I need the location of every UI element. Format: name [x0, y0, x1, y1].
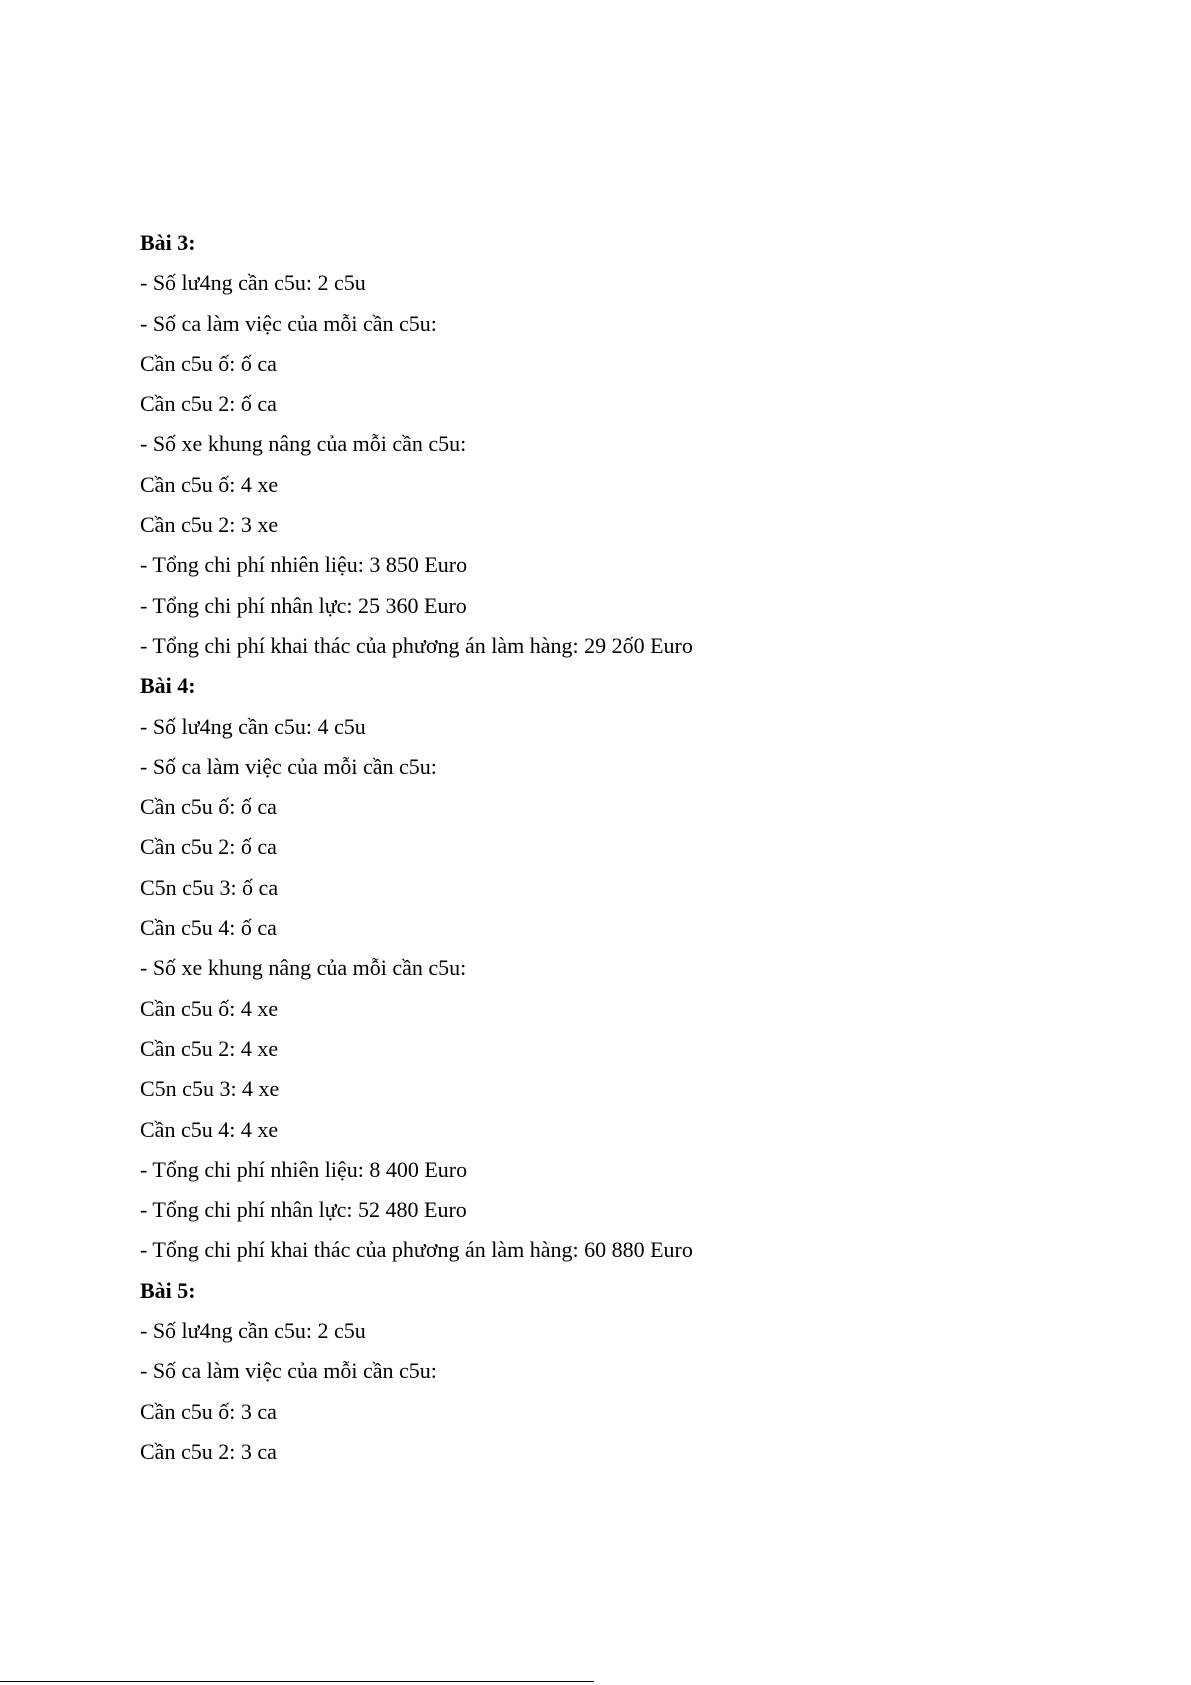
text-line: - Tổng chi phí nhân lực: 52 480 Euro	[140, 1197, 467, 1223]
text-line: - Số xe khung nâng của mỗi cần c5u:	[140, 955, 467, 981]
text-line: Cần c5u 2: 3 ca	[140, 1438, 277, 1464]
text-line: C5n c5u 3: ố ca	[140, 874, 279, 900]
section-heading-bai-3: Bài 3:	[140, 230, 196, 255]
text-line: C5n c5u 3: 4 xe	[140, 1076, 280, 1102]
text-line: - Tổng chi phí khai thác của phương án làm hàng: 60 880 Euro	[140, 1237, 693, 1263]
text-line: Cần c5u ố: ố ca	[140, 794, 277, 820]
text-line: - Tổng chi phí nhân lực: 25 360 Euro	[140, 592, 467, 618]
text-line: - Số xe khung nâng của mỗi cần c5u:	[140, 431, 467, 457]
text-line: Cần c5u 2: 3 xe	[140, 512, 279, 538]
text-line: Cần c5u 2: ố ca	[140, 391, 277, 417]
text-line: Cần c5u 2: ố ca	[140, 834, 277, 860]
text-line: - Tổng chi phí khai thác của phương án làm hàng: 29 2ố0 Euro	[140, 632, 693, 658]
text-line: Cần c5u 4: 4 xe	[140, 1116, 279, 1142]
text-line: Cần c5u ố: 4 xe	[140, 471, 279, 497]
text-line: - Số ca làm việc của mỗi cần c5u:	[140, 1358, 437, 1384]
text-line: - Số ca làm việc của mỗi cần c5u:	[140, 310, 437, 336]
text-line: Cần c5u 4: ố ca	[140, 915, 277, 941]
text-line: - Số lư4ng cần c5u: 4 c5u	[140, 713, 366, 739]
text-line: - Số lư4ng cần c5u: 2 c5u	[140, 1318, 366, 1344]
text-line: - Tổng chi phí nhiên liệu: 8 400 Euro	[140, 1156, 468, 1182]
document-body	[140, 230, 1100, 1479]
text-line: - Số lư4ng cần c5u: 2 c5u	[140, 270, 366, 296]
section-heading-bai-4: Bài 4:	[140, 673, 196, 699]
footnote-marker	[596, 1678, 602, 1682]
text-line: Cần c5u 2: 4 xe	[140, 1035, 279, 1061]
text-line: Cần c5u ố: 4 xe	[140, 995, 279, 1021]
text-line: Cần c5u ố: ố ca	[140, 350, 277, 376]
section-heading-bai-5: Bài 5:	[140, 1277, 196, 1303]
footnote-separator-line	[0, 1681, 594, 1682]
text-line: - Tổng chi phí nhiên liệu: 3 850 Euro	[140, 552, 468, 578]
text-line: - Số ca làm việc của mỗi cần c5u:	[140, 753, 437, 779]
text-line: Cần c5u ố: 3 ca	[140, 1398, 277, 1424]
